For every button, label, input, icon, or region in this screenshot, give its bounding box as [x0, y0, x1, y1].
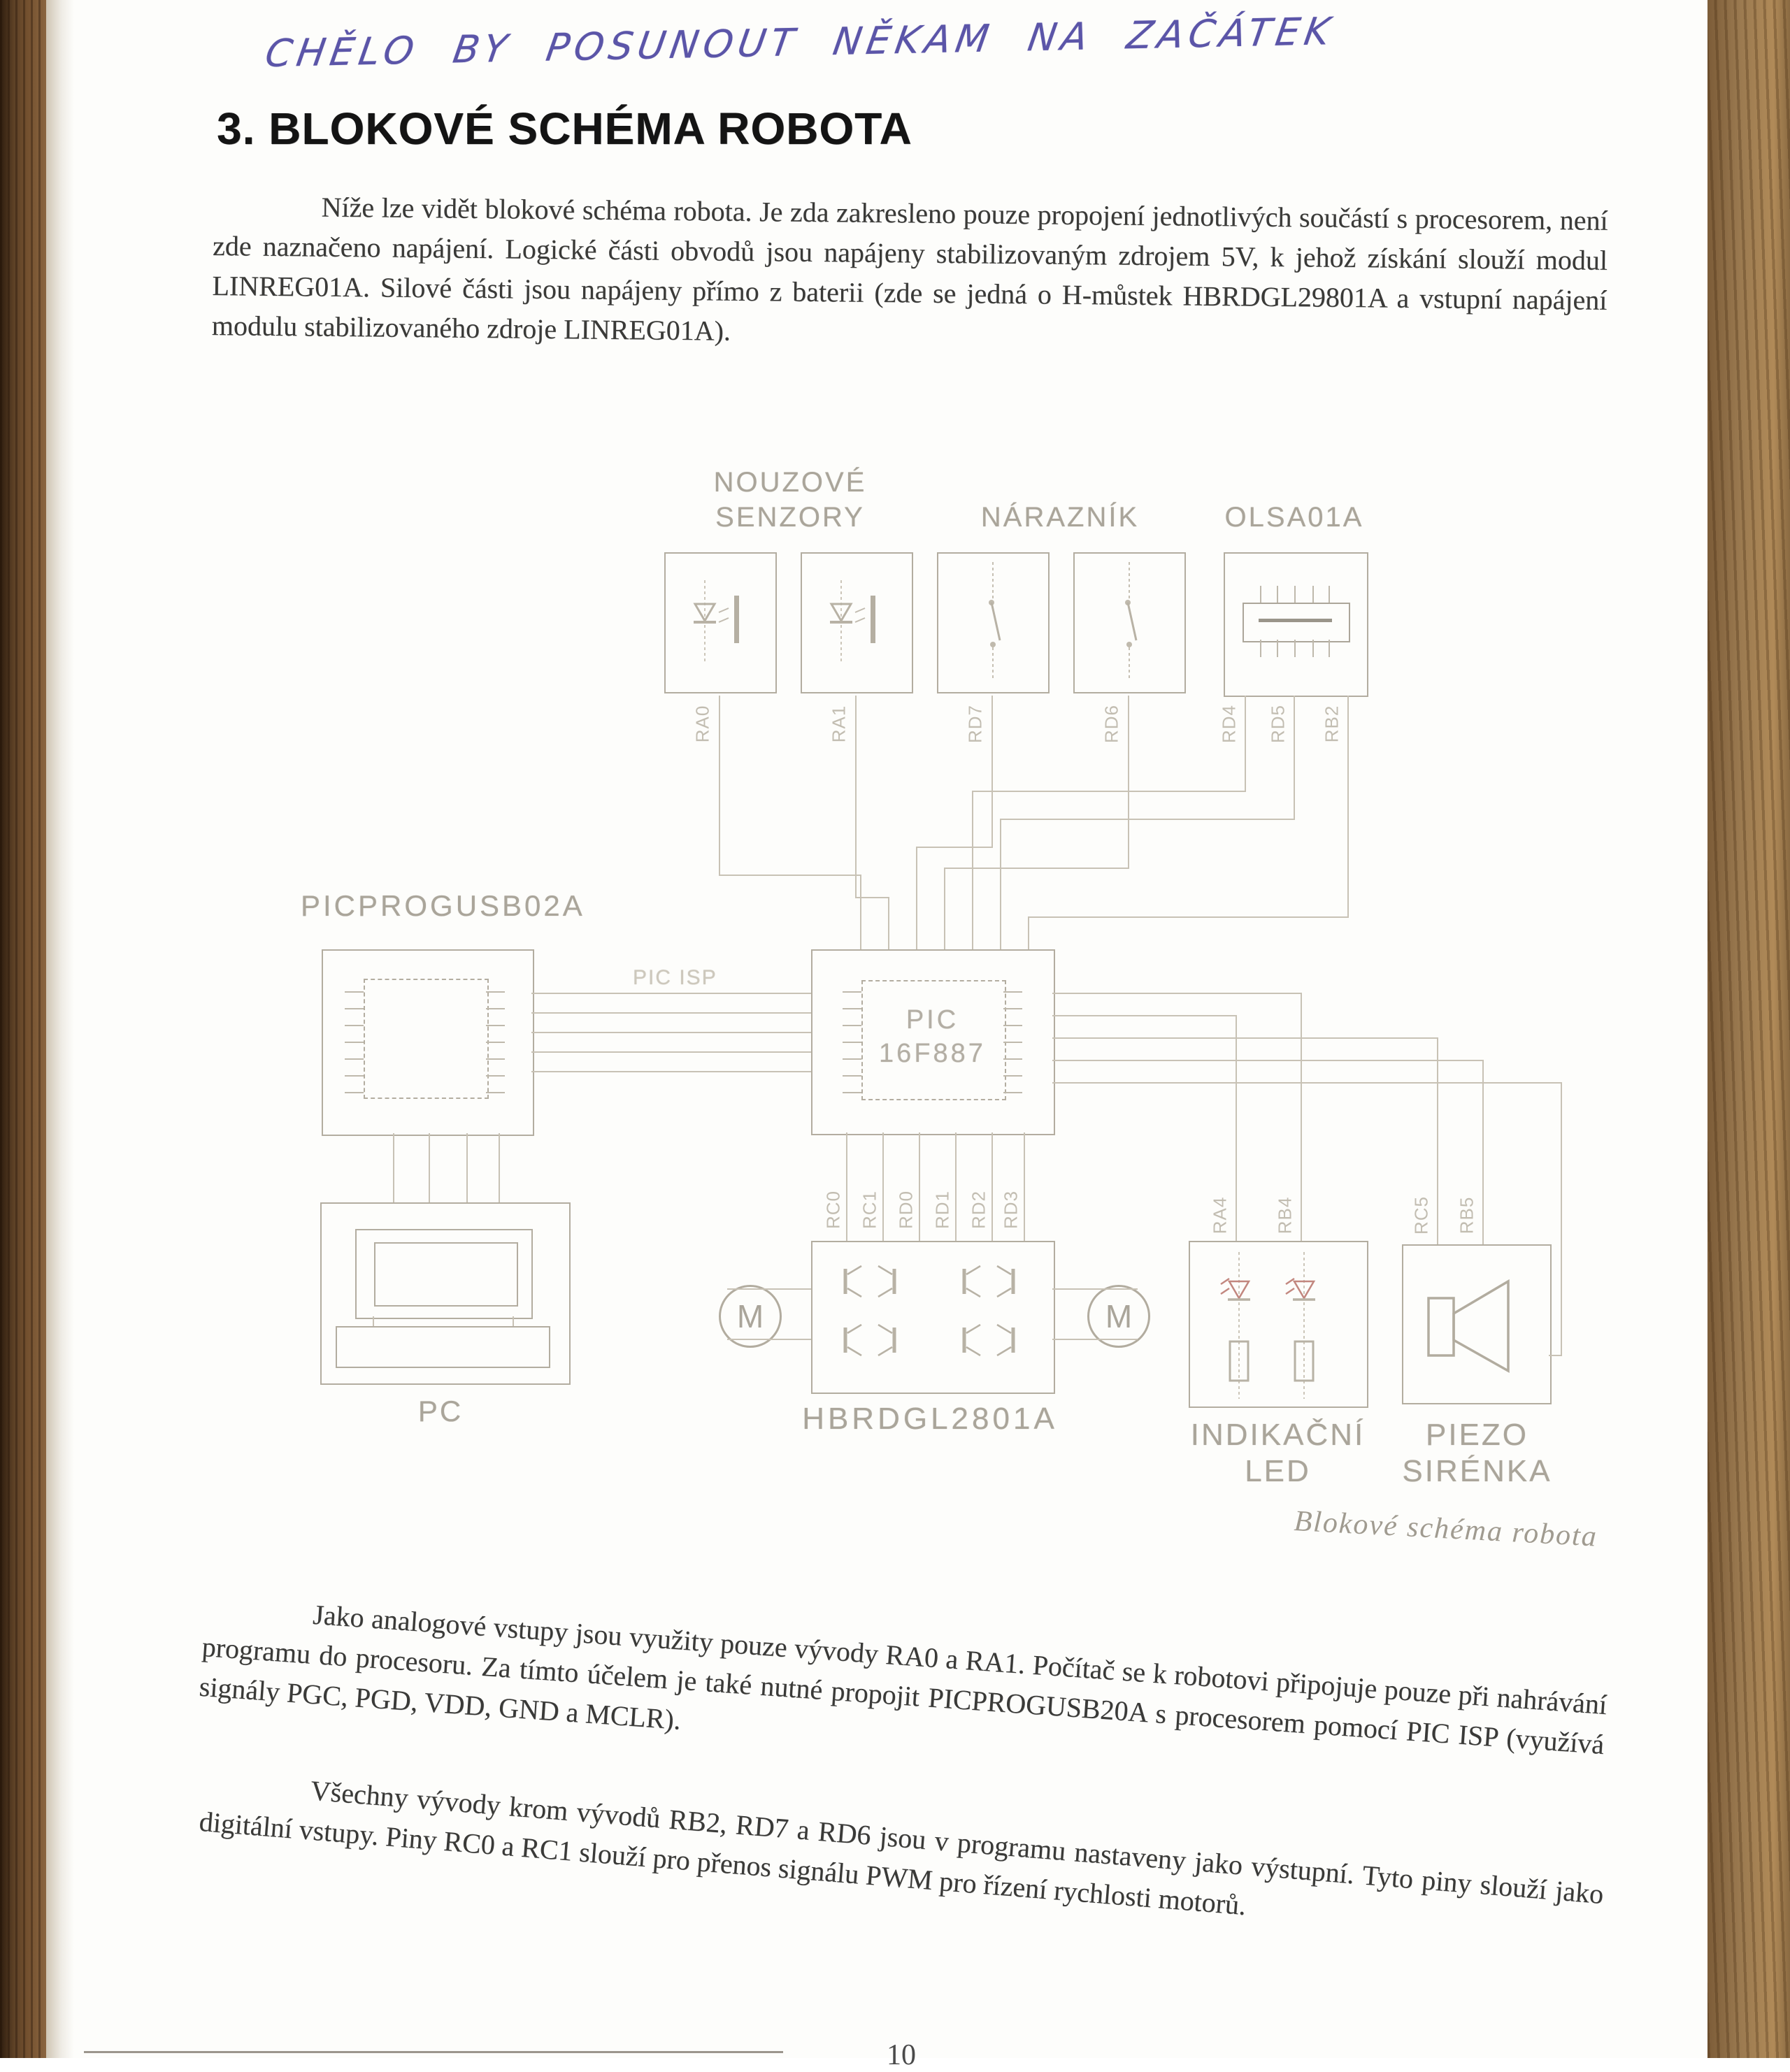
wire-segment — [1003, 1042, 1022, 1043]
motor-right-label: M — [1105, 1298, 1133, 1334]
piezo-box — [1402, 1244, 1552, 1404]
wire-segment — [486, 1075, 505, 1077]
scan-edge-line — [84, 2051, 783, 2053]
pc-keyboard-icon — [336, 1326, 550, 1368]
pin-label-ra0: RA0 — [692, 705, 713, 743]
wire-segment — [719, 875, 861, 876]
wire-segment — [1028, 916, 1349, 918]
wire-segment — [888, 897, 889, 949]
wire-segment — [345, 1092, 364, 1093]
wire-segment — [1329, 640, 1330, 657]
wire-segment — [1052, 993, 1302, 994]
wire-segment — [486, 991, 505, 993]
pin-label-rd1: RD1 — [931, 1190, 953, 1230]
page-title: 3. BLOKOVÉ SCHÉMA ROBOTA — [217, 103, 912, 154]
wire-segment — [1312, 586, 1314, 603]
label-hbrdgl2801a: HBRDGL2801A — [802, 1402, 1058, 1436]
led-sensor-icon — [815, 580, 898, 664]
wire-segment — [531, 1032, 811, 1033]
wire-segment — [843, 1025, 861, 1026]
wire-segment — [345, 1025, 364, 1026]
wire-segment — [1052, 1288, 1138, 1290]
wire-segment — [1052, 1060, 1484, 1061]
wire-segment — [393, 1133, 394, 1202]
wire-segment — [466, 1133, 468, 1202]
pin-label-rd0: RD0 — [895, 1190, 917, 1230]
wire-segment — [345, 1008, 364, 1009]
wire-segment — [955, 1132, 957, 1241]
handwritten-note: CHĚLO BY POSUNOUT NĚKAM NA ZAČÁTEK — [262, 8, 1338, 76]
bumper-switch-box-1 — [937, 552, 1050, 693]
pin-label-ra4: RA4 — [1209, 1196, 1231, 1235]
wire-segment — [1052, 1082, 1561, 1084]
led-resistor-icon — [1276, 1252, 1332, 1399]
wire-segment — [486, 1042, 505, 1043]
pc-screen-icon — [374, 1242, 518, 1307]
wire-segment — [1312, 640, 1314, 657]
wire-segment — [1347, 696, 1349, 918]
wire-segment — [843, 1008, 861, 1009]
label-pic: PIC — [905, 1005, 959, 1035]
emergency-sensor-box-2 — [801, 552, 913, 693]
wire-segment — [719, 696, 720, 876]
wire-segment — [1260, 586, 1261, 603]
wire-segment — [1000, 819, 1001, 949]
wire-segment — [531, 1051, 811, 1053]
pin-label-rd3: RD3 — [1000, 1190, 1022, 1230]
wire-segment — [1301, 993, 1302, 1241]
wire-segment — [1294, 586, 1296, 603]
wire-segment — [843, 1075, 861, 1077]
wire-segment — [916, 847, 993, 848]
wire-segment — [499, 1133, 500, 1202]
wire-segment — [1003, 1058, 1022, 1060]
paragraph-1: Níže lze vidět blokové schéma robota. Je zda zakresleno pouze propojení jednotlivých součástí s procesorem, není zde naznačeno napájení. Logické části obvodů jsou napájeny stabilizovaným zdrojem 5V, k jehož získání slouží modul LINREG01A. Silové části jsou napájeny přímo z baterii (zde se jedná o H-můstek HBRDGL29801A a vstupní napájení modulu stabilizovaného zdroje LINREG01A). — [211, 191, 1608, 347]
wire-segment — [513, 1316, 514, 1326]
label-emergency-sensors-line1: NOUZOVÉ — [713, 467, 867, 498]
wire-segment — [486, 1025, 505, 1026]
wire-segment — [972, 791, 1246, 792]
wire-segment — [373, 1316, 374, 1326]
wire-segment — [1294, 696, 1295, 820]
h-bridge-transistors-icon — [830, 1263, 1040, 1375]
wire-segment — [727, 1339, 811, 1340]
wire-segment — [1028, 916, 1029, 949]
wire-segment — [345, 1042, 364, 1043]
led-resistor-icon — [1211, 1252, 1267, 1399]
wire-segment — [1003, 1075, 1022, 1077]
figure-caption: Blokové schéma robota — [1293, 1504, 1599, 1553]
paragraph-2: Jako analogové vstupy jsou využity pouze vývody RA0 a RA1. Počítač se k robotovi připojuje pouze při nahrávání programu do procesoru. Za tímto účelem je také nutné propojit PICPROGUSB20A s procesorem pomocí PIC ISP (využívá signály PGC, PGD, VDD, GND a MCLR). — [198, 1598, 1608, 1760]
wire-segment — [916, 847, 917, 949]
wire-segment — [1294, 640, 1296, 657]
pin-label-rd7: RD7 — [964, 705, 986, 744]
wire-segment — [486, 1092, 505, 1093]
wire-segment — [846, 1132, 847, 1241]
pin-label-rc1: RC1 — [859, 1190, 880, 1230]
label-pc: PC — [417, 1395, 464, 1427]
wire-segment — [843, 991, 861, 993]
pin-label-rc5: RC5 — [1410, 1196, 1432, 1235]
wire-segment — [1561, 1082, 1562, 1356]
wire-segment — [843, 1042, 861, 1043]
label-bumper: NÁRAZNÍK — [980, 502, 1140, 533]
wire-segment — [1000, 819, 1295, 820]
wire-segment — [991, 696, 993, 848]
wire-segment — [429, 1133, 430, 1202]
wire-segment — [1003, 1008, 1022, 1009]
paragraph-3: Všechny vývody krom vývodů RB2, RD7 a RD6 jsou v programu nastaveny jako výstupní. Tyto piny slouží jako digitální vstupy. Piny RC0 a RC1 slouží pro přenos signálu PWM pro řízení rychlosti motorů. — [198, 1774, 1605, 1922]
wire-segment — [486, 1058, 505, 1060]
pin-label-ra1: RA1 — [828, 705, 850, 743]
wire-segment — [944, 868, 945, 949]
wire-segment — [531, 993, 811, 994]
label-picprogusb02a: PICPROGUSB02A — [301, 889, 585, 922]
label-olsa01a: OLSA01A — [1224, 502, 1364, 533]
pin-label-rd6: RD6 — [1101, 705, 1122, 744]
speaker-icon — [1423, 1277, 1528, 1375]
wire-segment — [1245, 696, 1246, 792]
label-piezo: PIEZO — [1425, 1418, 1529, 1452]
wire-segment — [1003, 1092, 1022, 1093]
wire-segment — [345, 991, 364, 993]
wire-segment — [991, 1132, 993, 1241]
wire-segment — [1277, 640, 1278, 657]
wire-segment — [1052, 1339, 1138, 1340]
wire-segment — [860, 875, 861, 949]
wire-segment — [855, 696, 857, 898]
wire-segment — [1128, 696, 1129, 869]
pin-label-rc0: RC0 — [822, 1190, 844, 1230]
wire-segment — [855, 897, 889, 898]
pin-label-rd5: RD5 — [1267, 705, 1289, 744]
pin-label-rb2: RB2 — [1321, 705, 1342, 743]
wire-segment — [1024, 1132, 1025, 1241]
wire-segment — [1236, 1015, 1237, 1241]
wire-segment — [727, 1288, 811, 1290]
wire-segment — [486, 1008, 505, 1009]
wire-segment — [345, 1058, 364, 1060]
pin-label-rb5: RB5 — [1456, 1196, 1477, 1235]
indicator-led-box — [1189, 1241, 1368, 1408]
wire-segment — [1003, 991, 1022, 993]
picprog-chip-icon — [364, 979, 489, 1099]
wire-segment — [1052, 1037, 1438, 1039]
pin-label-rd4: RD4 — [1218, 705, 1240, 744]
wire-segment — [1260, 640, 1261, 657]
wire-segment — [843, 1092, 861, 1093]
wire-segment — [1277, 586, 1278, 603]
wire-segment — [919, 1132, 920, 1241]
wire-segment — [882, 1132, 884, 1241]
wire-segment — [972, 791, 973, 949]
hbridge-box — [811, 1241, 1055, 1394]
switch-icon — [1108, 562, 1150, 681]
wire-segment — [1549, 1355, 1562, 1356]
pin-label-rb4: RB4 — [1274, 1196, 1296, 1235]
switch-icon — [972, 562, 1014, 681]
wire-segment — [1003, 1025, 1022, 1026]
bumper-switch-box-2 — [1073, 552, 1186, 693]
label-sirenka: SIRÉNKA — [1402, 1454, 1552, 1488]
wire-segment — [1482, 1060, 1484, 1244]
page-number: 10 — [887, 2039, 916, 2071]
led-sensor-icon — [678, 580, 762, 664]
label-emergency-sensors-line2: SENZORY — [715, 502, 865, 533]
motor-left-label: M — [736, 1298, 764, 1334]
olsa-chip-icon — [1243, 603, 1350, 642]
pin-label-rd2: RD2 — [968, 1190, 989, 1230]
wire-segment — [1052, 1015, 1236, 1016]
wire-segment — [843, 1058, 861, 1060]
olsa-chip-bar — [1259, 619, 1332, 622]
label-pic-isp-bus: PIC ISP — [633, 966, 717, 989]
label-led: LED — [1245, 1454, 1311, 1488]
wire-segment — [345, 1075, 364, 1077]
emergency-sensor-box-1 — [664, 552, 777, 693]
wire-segment — [531, 1071, 811, 1072]
wire-segment — [1437, 1037, 1438, 1244]
label-16f887: 16F887 — [879, 1039, 986, 1068]
wire-segment — [1329, 586, 1330, 603]
label-indikacni: INDIKAČNÍ — [1190, 1418, 1366, 1452]
wire-segment — [531, 1012, 811, 1014]
